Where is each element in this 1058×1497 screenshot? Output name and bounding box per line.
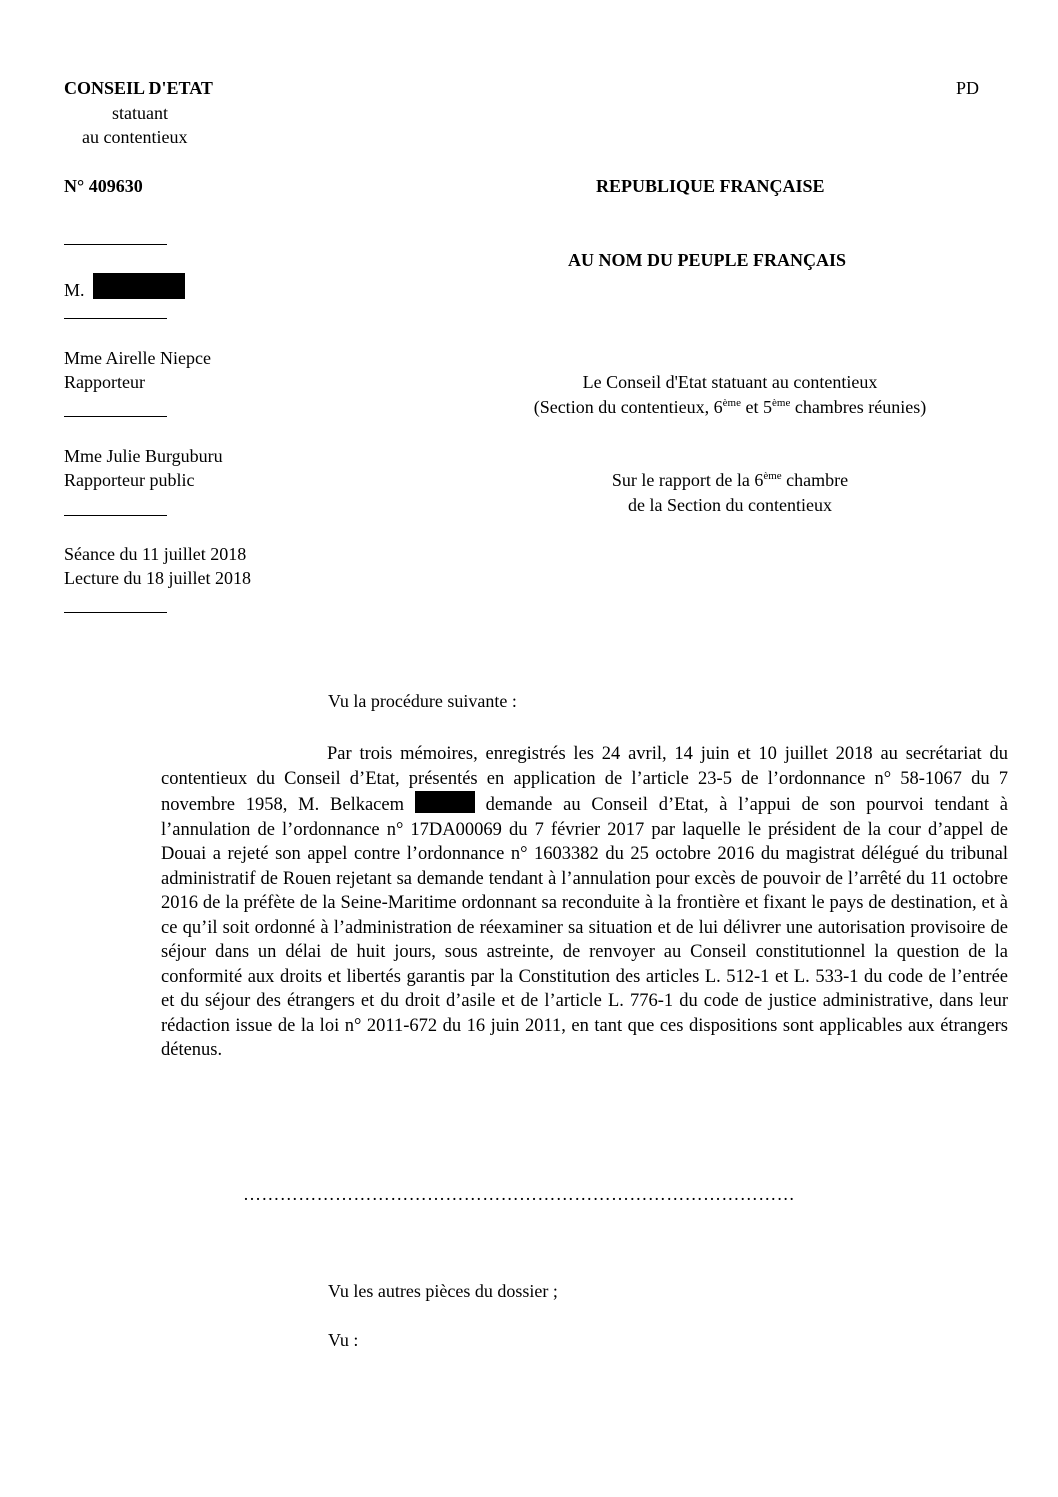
formation-text-b: et 5 bbox=[741, 397, 772, 417]
paragraph-text-part1: Par trois mémoires, enregistrés les 24 avril, 14 juin et 10 juillet 2018 au secrétariat du contentieux du Conseil d’Etat, présentés en application de l’article 23-5 de l’ordonnance n° 58-1067 du 7 novembre 1958, M. Belkacem bbox=[161, 744, 1008, 815]
applicant-line bbox=[64, 273, 185, 301]
document-code: PD bbox=[956, 78, 980, 98]
rapporteur-role: Rapporteur bbox=[64, 372, 145, 392]
republic-heading: REPUBLIQUE FRANÇAISE bbox=[596, 176, 825, 196]
vu-line: Vu : bbox=[328, 1330, 359, 1350]
applicant-prefix: M. bbox=[64, 280, 85, 300]
redacted-name-block bbox=[93, 273, 185, 299]
procedure-heading: Vu la procédure suivante : bbox=[328, 691, 517, 711]
public-rapporteur-role: Rapporteur public bbox=[64, 470, 195, 490]
report-text-b: chambre bbox=[781, 470, 849, 490]
separator-rule bbox=[64, 612, 167, 613]
hearing-date: Séance du 11 juillet 2018 bbox=[64, 544, 247, 564]
court-subtitle-contentieux: au contentieux bbox=[82, 127, 188, 147]
separator-rule bbox=[64, 515, 167, 516]
other-documents-line: Vu les autres pièces du dossier ; bbox=[328, 1281, 558, 1301]
formation-text-c: chambres réunies) bbox=[790, 397, 927, 417]
reading-date: Lecture du 18 juillet 2018 bbox=[64, 568, 251, 588]
report-line1 bbox=[480, 469, 980, 491]
report-line2: de la Section du contentieux bbox=[628, 495, 832, 515]
rapporteur-name: Mme Airelle Niepce bbox=[64, 348, 211, 368]
ellipsis-separator: ……………………………………………………………………………… bbox=[243, 1184, 795, 1204]
paragraph-text-part2: demande au Conseil d’Etat, à l’appui de son pourvoi tendant à l’annulation de l’ordonnance n° 17DA00069 du 7 février 2017 par laquelle le président de la cour d’appel de Douai a rejeté son appel contre l’ordonnance n° 1603382 du 25 octobre 2016 du magistrat délégué du tribunal administratif de Rouen rejetant sa demande tendant à l’annulation pour excès de pouvoir de l’arrêté du 11 octobre 2016 de la préfète de la Seine-Maritime ordonnant sa reconduite à la frontière et fixant le pays de destination, et à ce qu’il soit ordonné à l’administration de réexaminer sa situation et de lui délivrer une autorisation provisoire de séjour dans un délai de huit jours, sous astreinte, de renvoyer au Conseil constitutionnel la question de la conformité aux droits et libertés garantis par la Constitution des articles L. 512-1 et L. 533-1 du code de l’entrée et du séjour des étrangers et du droit d’asile et de l’article L. 776-1 du code de justice administrative, dans leur rédaction issue de la loi n° 2011-672 du 16 juin 2011, en tant que ces dispositions sont applicables aux étrangers détenus. bbox=[161, 795, 1009, 1060]
superscript: ème bbox=[763, 470, 782, 482]
report-text-a: Sur le rapport de la 6 bbox=[611, 470, 764, 490]
separator-rule bbox=[64, 318, 167, 319]
redacted-name-block bbox=[415, 791, 475, 813]
public-rapporteur-name: Mme Julie Burguburu bbox=[64, 446, 223, 466]
court-name: CONSEIL D'ETAT bbox=[64, 78, 213, 98]
separator-rule bbox=[64, 416, 167, 417]
court-subtitle-statuant: statuant bbox=[112, 103, 168, 123]
superscript: ème bbox=[772, 397, 791, 409]
people-heading: AU NOM DU PEUPLE FRANÇAIS bbox=[568, 250, 846, 270]
formation-line1: Le Conseil d'Etat statuant au contentieux bbox=[582, 372, 878, 392]
case-number: N° 409630 bbox=[64, 176, 143, 196]
separator-rule bbox=[64, 244, 167, 245]
superscript: ème bbox=[722, 397, 741, 409]
procedure-paragraph bbox=[161, 742, 1008, 1063]
formation-text-a: (Section du contentieux, 6 bbox=[533, 397, 723, 417]
formation-line2 bbox=[478, 396, 982, 418]
